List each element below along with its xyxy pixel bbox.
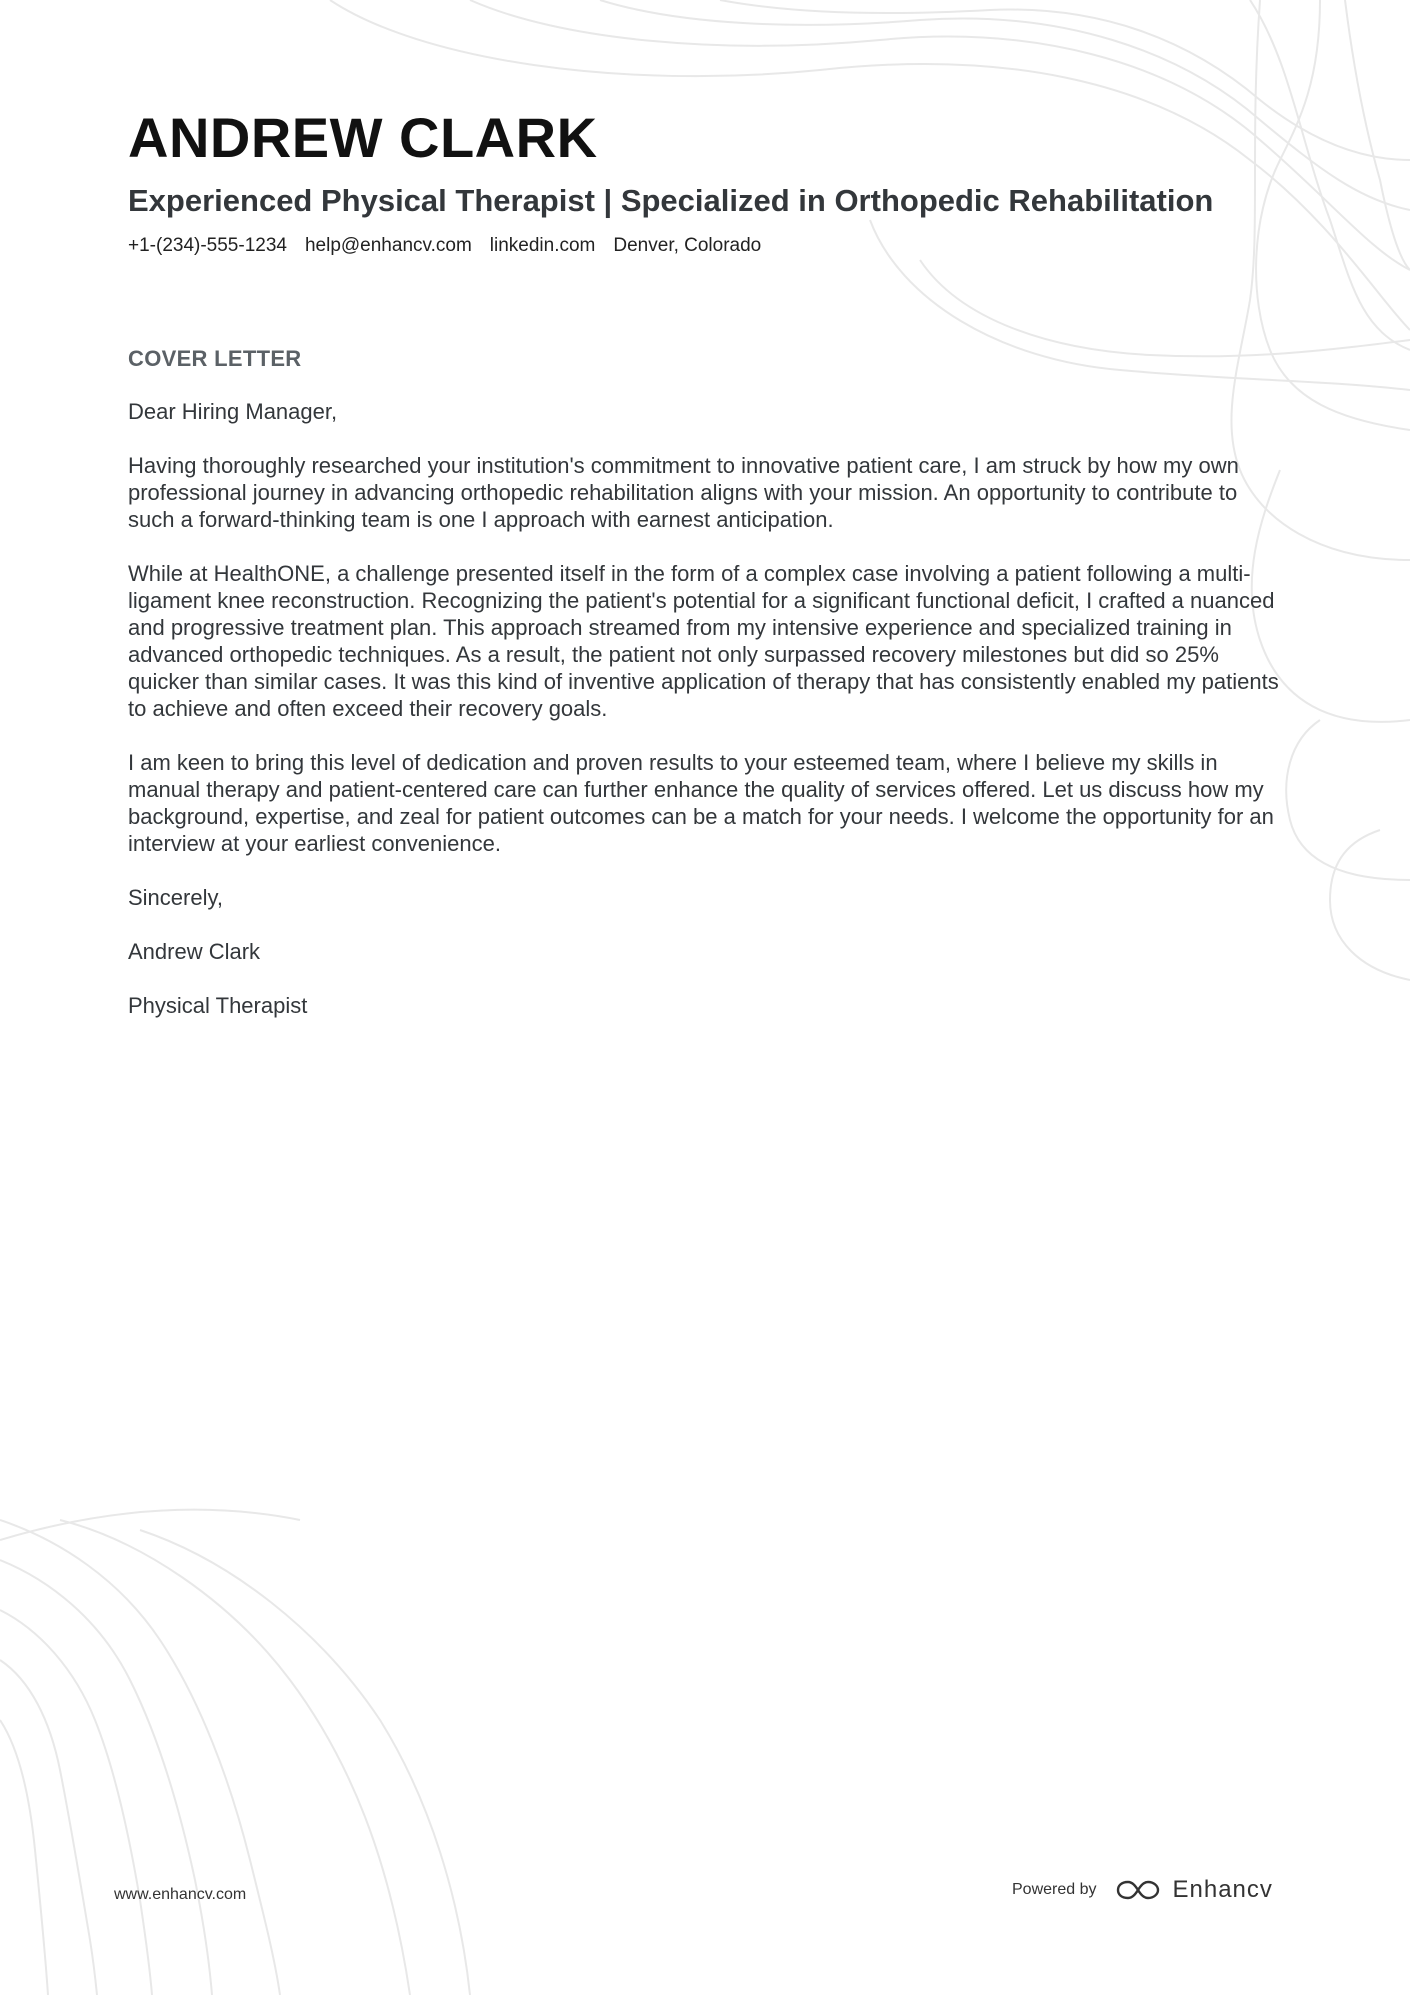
contact-email[interactable]: help@enhancv.com <box>304 235 472 256</box>
contact-location: Denver, Colorado <box>613 235 762 256</box>
letter-paragraph-2: While at HealthONE, a challenge presented itself in the form of a complex case involving a patient following a multi-ligament knee reconstruction. Recognizing the patient's potential for a significant functional deficit, I crafted a nuanced and progressive treatment plan. This approach streamed from my intensive experience and specialized training in advanced orthopedic techniques. As a result, the patient not only surpassed recovery milestones but did so 25% quicker than similar cases. It was this kind of inventive application of therapy that has consistently enabled my patients to achieve and often exceed their recovery goals. <box>128 561 1279 721</box>
letter-paragraph-1: Having thoroughly researched your institution's commitment to innovative patient care, I am struck by how my own professional journey in advancing orthopedic rehabilitation aligns with your mission. An opportunity to contribute to such a forward-thinking team is one I approach with earnest anticipation. <box>128 453 1239 532</box>
signature-name: Andrew Clark <box>128 939 261 964</box>
brand-name: Enhancv <box>1172 1876 1273 1903</box>
candidate-name: ANDREW CLARK <box>128 106 598 169</box>
salutation: Dear Hiring Manager, <box>128 399 338 424</box>
powered-by-label: Powered by <box>1012 1881 1097 1898</box>
footer-website[interactable]: www.enhancv.com <box>114 1886 247 1903</box>
letter-paragraph-3: I am keen to bring this level of dedication and proven results to your esteemed team, where I believe my skills in manual therapy and patient-centered care can further enhance the quality of services offered. Let us discuss how my background, expertise, and zeal for patient outcomes can be a match for your needs. I welcome the opportunity for an interview at your earliest convenience. <box>128 750 1274 856</box>
contact-info <box>128 235 761 257</box>
closing: Sincerely, <box>128 885 223 910</box>
footer-branding <box>1012 1876 1273 1904</box>
brand-link[interactable] <box>1115 1876 1273 1904</box>
contact-linkedin[interactable]: linkedin.com <box>489 235 596 256</box>
section-title: COVER LETTER <box>128 346 302 371</box>
contact-phone: +1-(234)-555-1234 <box>128 235 287 256</box>
signature-title: Physical Therapist <box>128 993 308 1018</box>
letter-body <box>128 398 1288 1046</box>
candidate-headline: Experienced Physical Therapist | Specialized in Orthopedic Rehabilitation <box>128 183 1214 218</box>
enhancv-logo-icon <box>1115 1878 1161 1902</box>
